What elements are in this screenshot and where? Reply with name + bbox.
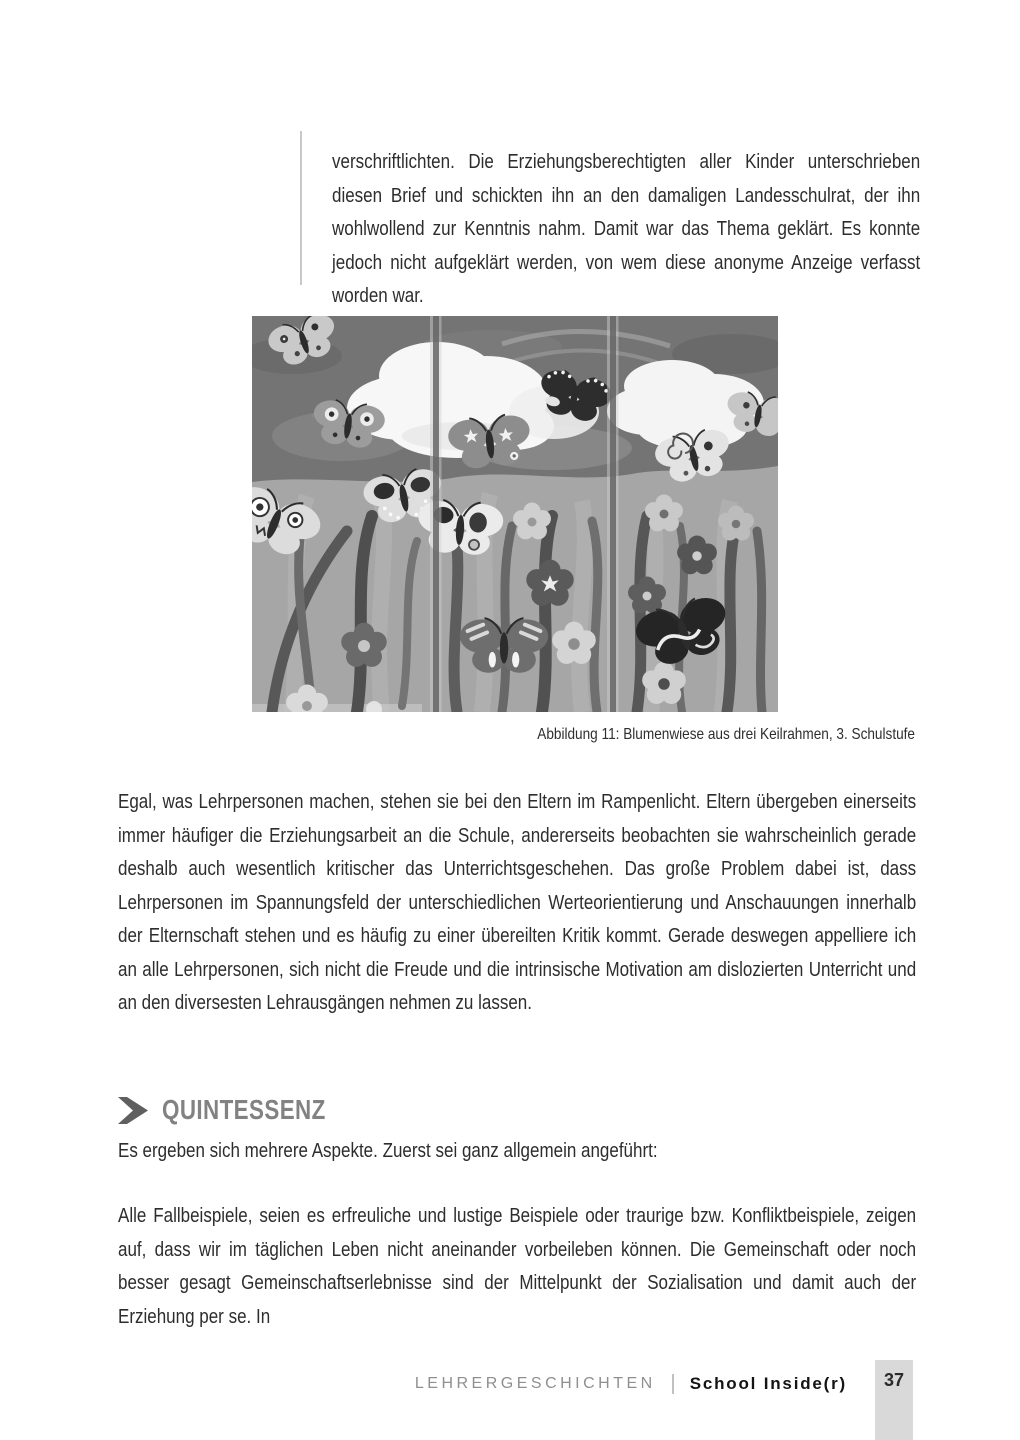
section-title: QUINTESSENZ — [162, 1094, 326, 1125]
figure-11 — [252, 316, 778, 712]
quote-paragraph: verschriftlichten. Die Erziehungsberechtigten aller Kinder unterschrieben diesen Brief und schickten ihn an den damaligen Landesschulrat, der ihn wohlwollend zur Kenntnis nahm. Damit war das Thema geklärt. Es konnte jedoch nicht aufgeklärt werden, von wem diese anonyme Anzeige verfasst worden war. — [332, 151, 921, 307]
page-number-tab — [875, 1360, 913, 1440]
chevron-right-icon — [118, 1097, 148, 1124]
page-number: 37 — [883, 1370, 905, 1390]
quote-left-rule — [300, 131, 302, 285]
page-footer — [118, 1374, 847, 1394]
footer-book-title: School Inside(r) — [689, 1374, 847, 1393]
footer-separator — [672, 1374, 674, 1394]
paragraph-eltern-rampenlicht: Egal, was Lehrpersonen machen, stehen sie bei den Eltern im Rampenlicht. Eltern übergeben einerseits immer häufiger die Erziehungsarbeit an die Schule, andererseits beobachten sie wahrscheinlich gerade deshalb auch wesentlich kritischer das Unterrichtsgeschehen. Das große Problem dabei ist, dass Lehrpersonen im Spannungsfeld der unterschiedlichen Werteorientierung und Anschauungen innerhalb der Elternschaft stehen und es häufig zu einer übereilten Kritik kommt. Gerade deswegen appelliere ich an alle Lehrpersonen, sich nicht die Freude und die intrinsische Motivation am dislozierten Unterricht und an den diversesten Lehrausgängen nehmen zu lassen. — [118, 791, 917, 1014]
figure-caption: Abbildung 11: Blumenwiese aus drei Keilrahmen, 3. Schulstufe — [537, 726, 915, 743]
footer-chapter-label: LEHRERGESCHICHTEN — [414, 1375, 656, 1392]
section-intro: Es ergeben sich mehrere Aspekte. Zuerst sei ganz allgemein angeführt: — [118, 1140, 658, 1162]
section-header-quintessenz — [118, 1094, 367, 1126]
paragraph-fallbeispiele: Alle Fallbeispiele, seien es erfreuliche und lustige Beispiele oder traurige bzw. Konfliktbeispiele, zeigen auf, dass wir im täglichen Leben nicht aneinander vorbeileben können. Die Gemeinschaft oder noch besser gesagt Gemeinschaftserlebnisse sind der Mittelpunkt der Sozialisation und damit auch der Erziehung per se. In — [118, 1205, 917, 1328]
blumenwiese-painting-image — [252, 316, 778, 712]
